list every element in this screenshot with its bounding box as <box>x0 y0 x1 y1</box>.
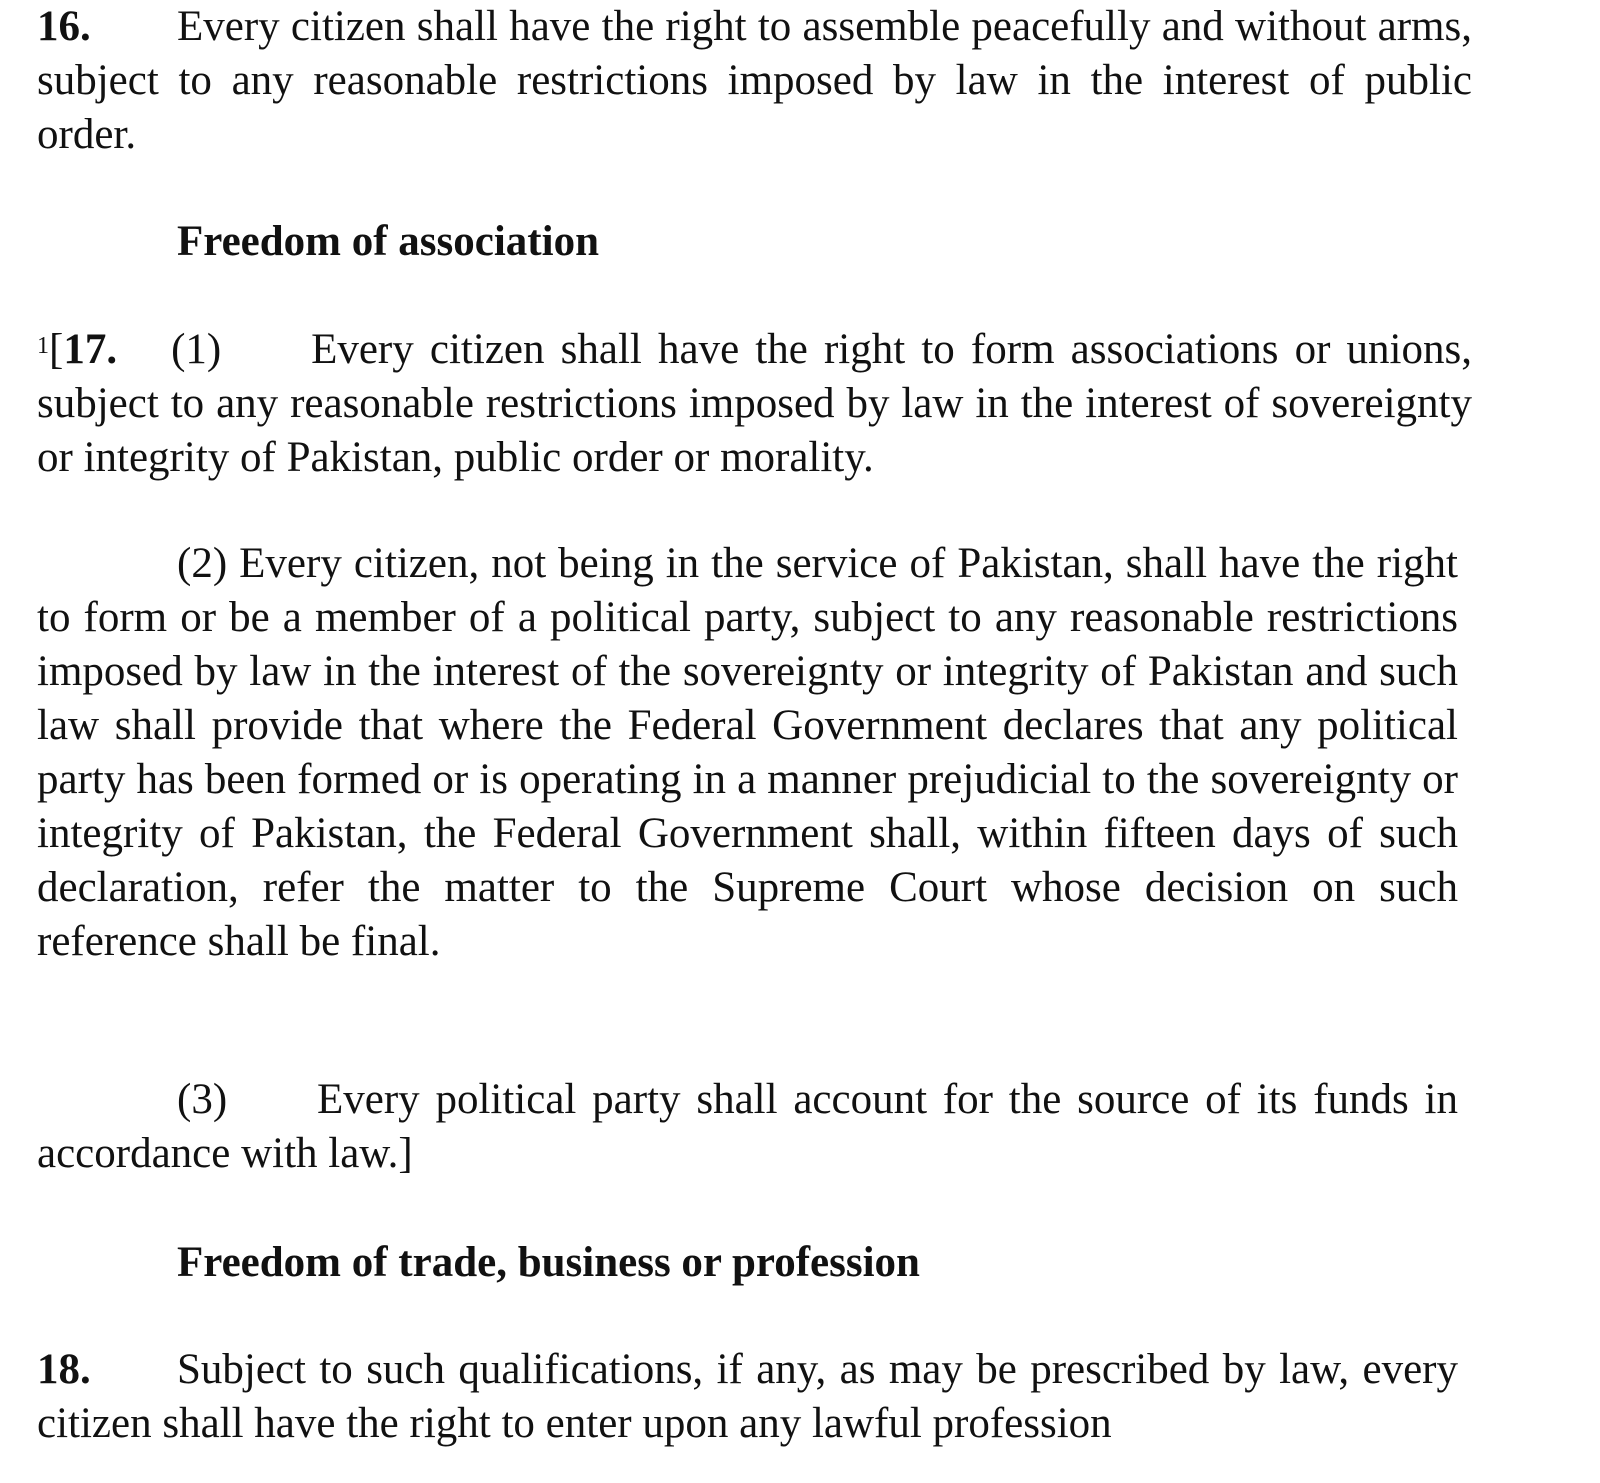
article-17-clause-1 <box>37 323 1472 485</box>
article-17-number: 17. <box>63 326 118 373</box>
article-18-text: Subject to such qualifications, if any, as may be prescribed by law, every citizen shall have the right to enter upon any lawful profession <box>37 1346 1458 1447</box>
article-17-clause-3-label: (3) <box>177 1076 228 1123</box>
article-17-clause-1-label: (1) <box>171 326 222 373</box>
article-16 <box>37 0 1472 162</box>
article-18-number: 18. <box>37 1346 91 1393</box>
amendment-open-bracket: [ <box>49 326 64 373</box>
article-16-number: 16. <box>37 3 91 50</box>
article-17-clause-3-text: Every political party shall account for the source of its funds in accordance with law.] <box>37 1076 1458 1177</box>
footnote-marker: 1 <box>37 333 49 359</box>
heading-freedom-of-trade: Freedom of trade, business or profession <box>177 1239 920 1286</box>
article-17-clause-2-text: (2) Every citizen, not being in the service of Pakistan, shall have the right to form or be a member of a political party, subject to any reasonable restrictions imposed by law in the interest of the sovereignty or integrity of Pakistan and such law shall provide that where the Federal Government declares that any political party has been formed or is operating in a manner prejudicial to the sovereignty or integrity of Pakistan, the Federal Government shall, within fifteen days of such declaration, refer the matter to the Supreme Court whose decision on such reference shall be final. <box>37 540 1458 965</box>
article-16-text: Every citizen shall have the right to assemble peacefully and without arms, subject to any reasonable restrictions imposed by law in the interest of public order. <box>37 3 1472 158</box>
article-18 <box>37 1343 1458 1451</box>
article-17-clause-2 <box>37 537 1458 969</box>
article-17-clause-1-text: Every citizen shall have the right to form associations or unions, subject to any reasonable restrictions imposed by law in the interest of sovereignty or integrity of Pakistan, public order or morality. <box>37 326 1472 481</box>
article-17-clause-3 <box>37 1073 1458 1181</box>
heading-freedom-of-association: Freedom of association <box>177 218 599 265</box>
